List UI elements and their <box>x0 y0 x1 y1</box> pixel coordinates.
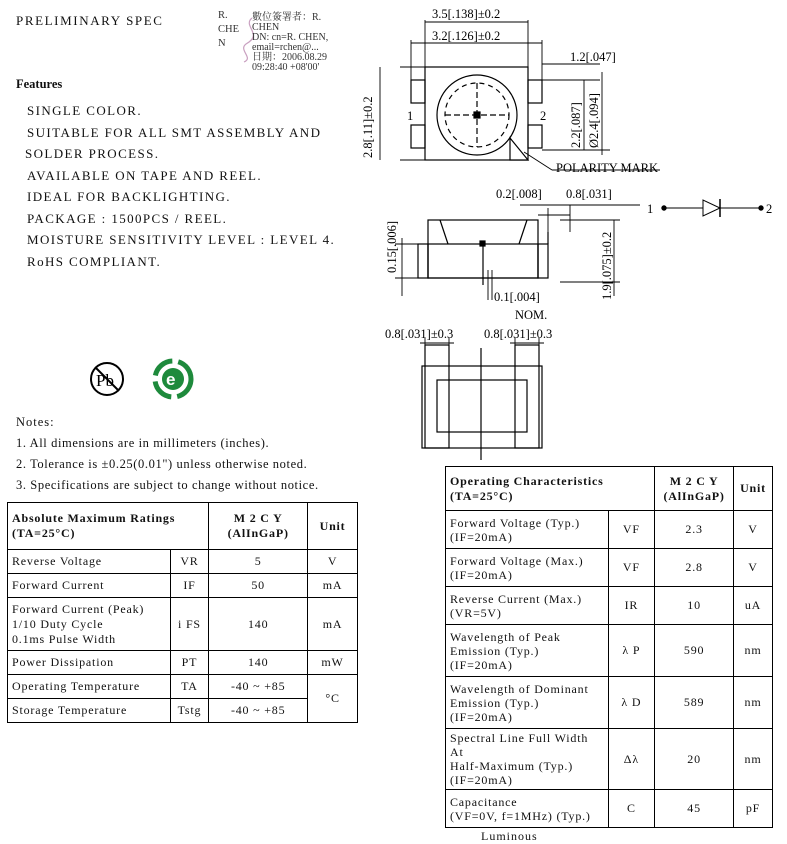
svg-text:NOM.: NOM. <box>515 308 548 322</box>
unit-cell: mA <box>308 598 358 651</box>
unit-cell: V <box>308 550 358 574</box>
unit-cell: nm <box>734 729 773 790</box>
param-cell: Forward Voltage (Typ.) (IF=20mA) <box>446 511 609 549</box>
svg-text:0.1[.004]: 0.1[.004] <box>494 290 540 304</box>
table-row <box>446 625 773 677</box>
svg-text:0.8[.031]: 0.8[.031] <box>566 187 612 201</box>
feature-item: SOLDER PROCESS. <box>25 146 160 161</box>
svg-text:0.15[.006]: 0.15[.006] <box>385 220 399 273</box>
svg-text:1: 1 <box>647 202 654 216</box>
svg-text:0.8[.031]±0.3: 0.8[.031]±0.3 <box>385 327 454 341</box>
feature-item: SUITABLE FOR ALL SMT ASSEMBLY AND <box>27 124 322 140</box>
symbol-cell: λ P <box>608 625 655 677</box>
table-row <box>446 790 773 828</box>
svg-text:0.8[.031]±0.3: 0.8[.031]±0.3 <box>484 327 553 341</box>
symbol-cell: VR <box>170 550 209 574</box>
feature-item: MOISTURE SENSITIVITY LEVEL : LEVEL 4. <box>27 232 336 247</box>
symbol-cell: C <box>608 790 655 828</box>
symbol-cell: VF <box>608 511 655 549</box>
package-dimension-drawing <box>360 0 787 465</box>
op-part-header: M 2 C Y (AlInGaP) <box>655 467 734 511</box>
svg-text:2.8[.11]±0.2: 2.8[.11]±0.2 <box>361 96 375 158</box>
param-cell: Forward Current (Peak) 1/10 Duty Cycle 0.1ms Pulse Width <box>8 598 171 651</box>
value-cell: 5 <box>209 550 308 574</box>
table-row <box>8 675 358 699</box>
value-cell: 2.8 <box>655 549 734 587</box>
feature-item: IDEAL FOR BACKLIGHTING. <box>27 189 231 204</box>
symbol-cell: IR <box>608 587 655 625</box>
svg-text:1.2[.047]: 1.2[.047] <box>570 50 616 64</box>
table-row <box>8 651 358 675</box>
param-cell: Storage Temperature <box>8 699 171 723</box>
features-list <box>0 100 335 272</box>
table-row <box>8 550 358 574</box>
table-row <box>446 511 773 549</box>
abs-table-title-cell: Absolute Maximum Ratings (TA=25°C) <box>8 503 209 550</box>
table-row <box>446 549 773 587</box>
rohs-e-logo <box>150 358 196 400</box>
svg-text:Pb: Pb <box>96 371 114 390</box>
svg-text:2: 2 <box>766 202 773 216</box>
table-row <box>446 729 773 790</box>
op-unit-header: Unit <box>734 467 773 511</box>
unit-cell: pF <box>734 790 773 828</box>
symbol-cell: VF <box>608 549 655 587</box>
param-cell: Power Dissipation <box>8 651 171 675</box>
symbol-cell: TA <box>170 675 209 699</box>
svg-text:2: 2 <box>540 109 547 123</box>
unit-cell: mW <box>308 651 358 675</box>
value-cell: 45 <box>655 790 734 828</box>
note-item: 3. Specifications are subject to change without notice. <box>16 478 319 492</box>
param-cell: Wavelength of Peak Emission (Typ.) (IF=20mA) <box>446 625 609 677</box>
value-cell: 50 <box>209 574 308 598</box>
svg-text:0.2[.008]: 0.2[.008] <box>496 187 542 201</box>
feature-item: RoHS COMPLIANT. <box>27 253 162 269</box>
table-row <box>446 677 773 729</box>
absolute-max-ratings-table <box>7 502 358 723</box>
table-row <box>8 699 358 723</box>
symbol-cell: i FS <box>170 598 209 651</box>
signature-stamp: R. CHE N 數位簽署者：R. CHEN DN: cn=R. CHEN, email=rchen@... 日期：2006.08.29 09:28:40 +08'00' <box>218 10 329 73</box>
svg-text:3.2[.126]±0.2: 3.2[.126]±0.2 <box>432 29 501 43</box>
note-item: 2. Tolerance is ±0.25(0.01") unless otherwise noted. <box>16 457 308 471</box>
unit-cell: °C <box>308 675 358 723</box>
notes-section <box>16 412 319 496</box>
value-cell: 20 <box>655 729 734 790</box>
op-table-body <box>446 511 773 828</box>
feature-item: PACKAGE : 1500PCS / REEL. <box>27 210 228 226</box>
value-cell: 10 <box>655 587 734 625</box>
op-table-title-cell: Operating Characteristics (TA=25°C) <box>446 467 655 511</box>
feature-item: SINGLE COLOR. <box>27 103 142 118</box>
unit-cell: uA <box>734 587 773 625</box>
symbol-cell: λ D <box>608 677 655 729</box>
abs-table-body <box>8 550 358 723</box>
value-cell: -40 ~ +85 <box>209 699 308 723</box>
param-cell: Forward Voltage (Max.) (IF=20mA) <box>446 549 609 587</box>
unit-cell: V <box>734 511 773 549</box>
unit-cell: nm <box>734 625 773 677</box>
feature-item: AVAILABLE ON TAPE AND REEL. <box>27 167 263 183</box>
svg-text:Ø2.4[.094]: Ø2.4[.094] <box>587 93 601 148</box>
svg-text:e: e <box>166 370 176 389</box>
unit-cell: mA <box>308 574 358 598</box>
svg-text:1: 1 <box>407 109 414 123</box>
note-item: 1. All dimensions are in millimeters (inches). <box>16 436 270 450</box>
symbol-cell: PT <box>170 651 209 675</box>
param-cell: Spectral Line Full Width At Half-Maximum (Typ.) (IF=20mA) <box>446 729 609 790</box>
value-cell: 2.3 <box>655 511 734 549</box>
param-cell: Reverse Voltage <box>8 550 171 574</box>
value-cell: -40 ~ +85 <box>209 675 308 699</box>
symbol-cell: Δλ <box>608 729 655 790</box>
pb-free-logo <box>88 360 128 398</box>
param-cell: Forward Current <box>8 574 171 598</box>
value-cell: 589 <box>655 677 734 729</box>
symbol-cell: IF <box>170 574 209 598</box>
value-cell: 140 <box>209 651 308 675</box>
table-row <box>446 587 773 625</box>
symbol-cell: Tstg <box>170 699 209 723</box>
footer-text: Luminous <box>481 829 538 843</box>
table-row <box>8 598 358 651</box>
value-cell: 140 <box>209 598 308 651</box>
param-cell: Capacitance (VF=0V, f=1MHz) (Typ.) <box>446 790 609 828</box>
param-cell: Operating Temperature <box>8 675 171 699</box>
operating-characteristics-table <box>445 466 773 828</box>
abs-unit-header: Unit <box>308 503 358 550</box>
svg-text:1.9[.075]±0.2: 1.9[.075]±0.2 <box>600 231 614 300</box>
svg-text:POLARITY MARK: POLARITY MARK <box>556 161 658 175</box>
svg-text:2.2[.087]: 2.2[.087] <box>569 102 583 148</box>
svg-text:3.5[.138]±0.2: 3.5[.138]±0.2 <box>432 7 501 21</box>
notes-title: Notes: <box>16 415 55 429</box>
abs-part-header: M 2 C Y (AlInGaP) <box>209 503 308 550</box>
value-cell: 590 <box>655 625 734 677</box>
unit-cell: V <box>734 549 773 587</box>
param-cell: Wavelength of Dominant Emission (Typ.) (IF=20mA) <box>446 677 609 729</box>
param-cell: Reverse Current (Max.) (VR=5V) <box>446 587 609 625</box>
features-title: Features <box>16 77 63 91</box>
document-title: PRELIMINARY SPEC <box>16 13 164 28</box>
unit-cell: nm <box>734 677 773 729</box>
table-row <box>8 574 358 598</box>
